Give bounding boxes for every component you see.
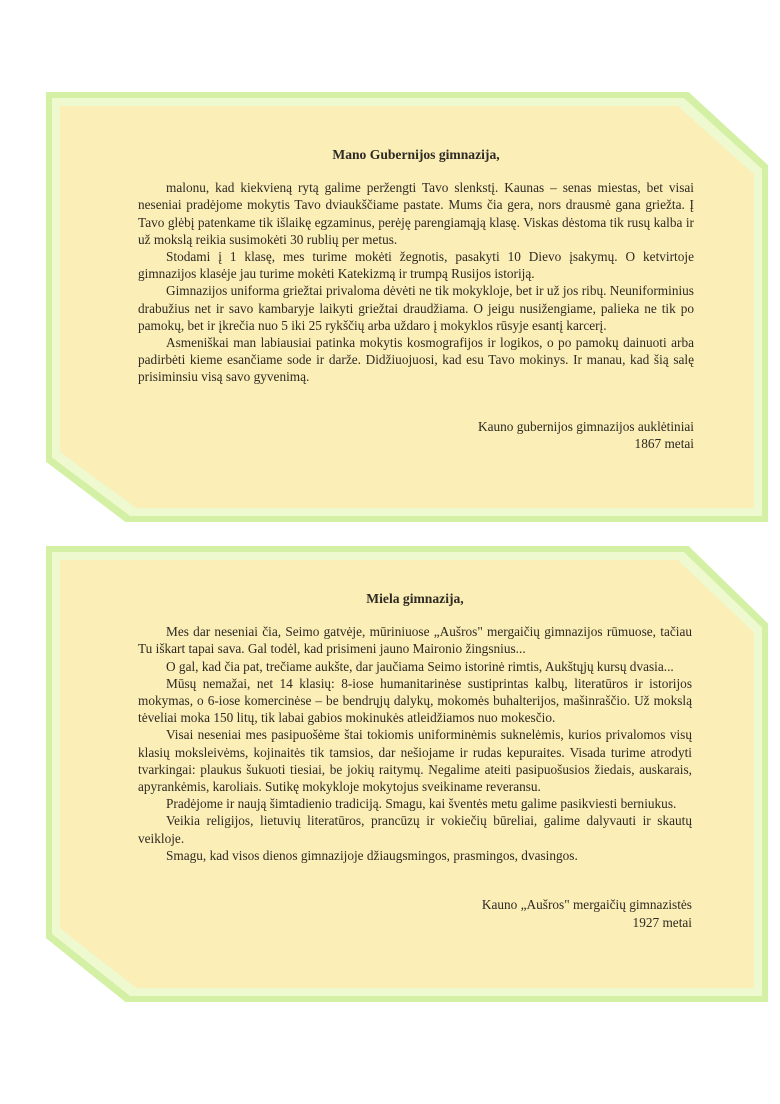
letter-1927	[138, 590, 692, 931]
letter-paragraph: Pradėjome ir naują šimtadienio tradiciją. Smagu, kai šventės metu galime pasikviesti berniukus.	[166, 796, 677, 812]
letter-salutation: Miela gimnazija,	[366, 591, 464, 606]
letter-signature	[138, 896, 692, 931]
letter-paragraph: Asmeniškai man labiausiai patinka mokytis kosmografijos ir logikos, o po pamokų dainuoti arba padirbėti kieme esančiame sode ir darže. Didžiuojuosi, kad esu Tavo mokinys. Ir manau, kad šią salę prisiminsiu visą savo gyvenimą.	[138, 335, 694, 385]
letter-paragraph: Stodami į 1 klasę, mes turime mokėti žegnotis, pasakyti 10 Dievo įsakymų. O ketvirtoje gimnazijos klasėje jau turime mokėti Katekizmą ir trumpą Rusijos istoriją.	[138, 249, 694, 282]
letter-paragraph: O gal, kad čia pat, trečiame aukšte, dar jaučiama Seimo istorinė rimtis, Aukštųjų kursų dvasia...	[166, 658, 674, 674]
letter-paragraph: Mūsų nemažai, net 14 klasių: 8-iose humanitarinėse sustiprintas kalbų, literatūros ir istorijos mokymas, o 6-iose komercinėse – be bendrųjų dalykų, mokomės buhalterijos, mašinraščio. Už mokslą tėveliai moka 150 litų, tik labai gabios mokinukės atleidžiamos nuo mokesčio.	[138, 675, 692, 726]
letter-paragraph: Smagu, kad visos dienos gimnazijoje džiaugsmingos, prasmingos, dvasingos.	[166, 847, 578, 863]
letter-signature	[138, 418, 694, 453]
signature-author: Kauno „Aušros" mergaičių gimnazistės	[481, 897, 692, 913]
signature-author: Kauno gubernijos gimnazijos auklėtiniai	[477, 418, 694, 434]
letter-salutation: Mano Gubernijos gimnazija,	[332, 147, 500, 162]
letter-paragraph: malonu, kad kiekvieną rytą galime peržengti Tavo slenkstį. Kaunas – senas miestas, bet visai neseniai pradėjome mokytis Tavo dviaukščiame pastate. Mums čia gera, nors drausmė gana griežta. Į Tavo glėbį patenkame tik išlaikę egzaminus, perėję parengiamąją klasę. Viskas dėstoma tik rusų kalba ir už mokslą reikia susimokėti 30 rublių per metus.	[138, 180, 694, 247]
letter-paragraph: Mes dar neseniai čia, Seimo gatvėje, mūriniuose „Aušros" mergaičių gimnazijos rūmuose, tačiau Tu iškart tapai sava. Gal todėl, kad prisimeni jauno Maironio žingsnius...	[138, 624, 692, 657]
letter-paragraph: Veikia religijos, lietuvių literatūros, prancūzų ir vokiečių būreliai, galime dalyvauti ir skautų veikloje.	[138, 813, 692, 846]
signature-year: 1927 metai	[632, 914, 692, 930]
signature-year: 1867 metai	[634, 436, 694, 452]
letter-1867	[138, 146, 694, 453]
letter-paragraph: Visai neseniai mes pasipuošėme štai tokiomis uniforminėmis suknelėmis, kurios privalomos visų klasių moksleivėms, kojinaitės tik tamsios, dar nešiojame ir rudas kepuraites. Visada turime atrodyti tvarkingai: plaukus šukuoti tiesiai, be jokių raitymų. Negalime ateiti pasipuošusios žiedais, auskarais, apyrankėmis, karoliais. Sutikę mokykloje mokytojus sveikiname reveransu.	[138, 727, 692, 795]
letter-paragraph: Gimnazijos uniforma griežtai privaloma dėvėti ne tik mokykloje, bet ir už jos ribų. Neuniforminius drabužius net ir savo kambaryje laikyti griežtai draudžiama. O jeigu nusižengiame, palieka ne tik po pamokų, bet ir įkrečia nuo 5 iki 25 rykščių arba uždaro į mokyklos rūsyje esantį karcerį.	[138, 283, 694, 333]
